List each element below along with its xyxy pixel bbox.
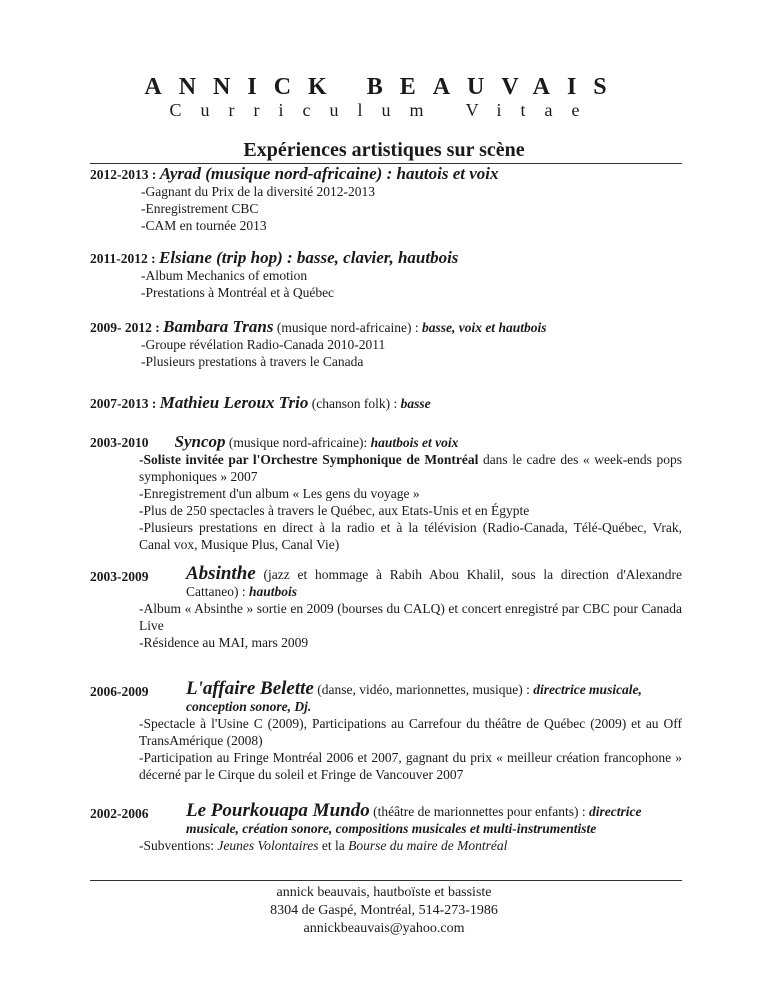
list-item: -Album « Absinthe » sortie en 2009 (bourses du CALQ) et concert enregistré par CBC pour Canada Live	[139, 601, 682, 633]
list-item: -Groupe révélation Radio-Canada 2010-2011	[141, 337, 386, 352]
entry-role: basse	[400, 396, 431, 411]
list-item: -Plusieurs prestations à travers le Canada	[141, 354, 364, 369]
list-item: -Gagnant du Prix de la diversité 2012-2013	[141, 184, 375, 199]
entry-pourkouapa-mundo	[90, 802, 682, 854]
entry-years: 2007-2013 :	[90, 396, 157, 411]
subsidy-label: -Subventions:	[139, 838, 215, 853]
entry-years: 2003-2010	[90, 435, 149, 450]
list-item: -Album Mechanics of emotion	[141, 268, 308, 283]
entry-description: (musique nord-africaine):	[228, 435, 368, 450]
entry-title: Le Pourkouapa Mundo	[186, 800, 370, 821]
entry-role: hautbois et voix	[370, 435, 459, 450]
section-title: Expériences artistiques sur scène	[243, 139, 525, 161]
footer-email: annickbeauvais@yahoo.com	[303, 921, 465, 936]
entry-bambara-trans	[90, 318, 682, 370]
footer-tagline: annick beauvais, hautboïste et bassiste	[276, 885, 492, 900]
subsidy-name: Jeunes Volontaires	[217, 838, 319, 853]
entry-description: (théâtre de marionnettes pour enfants) :	[373, 804, 586, 819]
entry-description: (chanson folk) :	[311, 396, 398, 411]
entry-years: 2009- 2012 :	[90, 320, 160, 335]
list-item-highlight: -Soliste invitée par l'Orchestre Symphonique de Montréal	[139, 452, 479, 467]
subsidy-name: Bourse du maire de Montréal	[348, 838, 508, 853]
entry-title: Mathieu Leroux Trio	[159, 393, 309, 412]
footer	[0, 884, 768, 938]
footer-address: 8304 de Gaspé, Montréal, 514-273-1986	[270, 903, 498, 918]
list-item	[139, 837, 682, 854]
list-item: -Plus de 250 spectacles à travers le Québec, aux Etats-Unis et en Égypte	[139, 503, 530, 518]
entry-title: Absinthe	[186, 563, 256, 584]
document-subtitle: Curriculum Vitae	[169, 100, 599, 120]
entry-years: 2003-2009	[90, 569, 149, 584]
list-item: -CAM en tournée 2013	[141, 218, 267, 233]
entry-role: directrice musicale, conception sonore, Dj.	[186, 682, 642, 714]
list-item: -Spectacle à l'Usine C (2009), Participations au Carrefour du théâtre de Québec (2009) et au Off TransAmérique (2008)	[139, 716, 682, 748]
entry-title: Syncop	[174, 432, 226, 451]
list-item: -Résidence au MAI, mars 2009	[139, 635, 309, 650]
entry-syncop	[90, 433, 682, 553]
list-item-text: dans le cadre des « week-ends pops symphoniques » 2007	[139, 452, 682, 484]
entry-title: Elsiane (trip hop) : basse, clavier, hautbois	[159, 248, 459, 267]
entry-ayrad	[90, 165, 682, 234]
entry-description: (musique nord-africaine) :	[276, 320, 419, 335]
list-item: -Participation au Fringe Montréal 2006 et 2007, gagnant du prix « meilleur création francophone » décerné par le Cirque du soleil et Fringe de Vancouver 2007	[139, 750, 682, 782]
entry-description: (jazz et hommage à Rabih Abou Khalil, sous la direction d'Alexandre Cattaneo) :	[186, 567, 683, 599]
entry-role: directrice musicale, création sonore, compositions musicales et multi-instrumentiste	[186, 804, 642, 836]
entry-years: 2002-2006	[90, 806, 149, 821]
entry-title: Bambara Trans	[163, 317, 274, 336]
person-name: ANNICK BEAUVAIS	[144, 74, 624, 100]
footer-divider	[90, 880, 682, 881]
entry-affaire-belette	[90, 680, 682, 783]
list-item: -Prestations à Montréal et à Québec	[141, 285, 335, 300]
list-item: -Plusieurs prestations en direct à la radio et à la télévision (Radio-Canada, Télé-Québec, Vrak, Canal vox, Musique Plus, Canal Vie)	[139, 520, 682, 552]
list-item: -Enregistrement CBC	[141, 201, 259, 216]
entry-role: basse, voix et hautbois	[421, 320, 547, 335]
entry-mathieu-leroux	[90, 394, 682, 412]
entry-description: (danse, vidéo, marionnettes, musique) :	[317, 682, 530, 697]
entry-years: 2012-2013 :	[90, 167, 157, 182]
subsidy-connector: et la	[321, 838, 345, 853]
entry-role: hautbois	[248, 584, 298, 599]
list-item	[139, 451, 682, 485]
entry-years: 2006-2009	[90, 684, 149, 699]
entry-title: Ayrad (musique nord-africaine) : hautois et voix	[159, 164, 499, 183]
entry-years: 2011-2012 :	[90, 251, 156, 266]
entry-title: L'affaire Belette	[186, 678, 314, 699]
entry-elsiane	[90, 249, 682, 301]
entry-absinthe	[90, 565, 682, 651]
list-item: -Enregistrement d'un album « Les gens du voyage »	[139, 486, 420, 501]
